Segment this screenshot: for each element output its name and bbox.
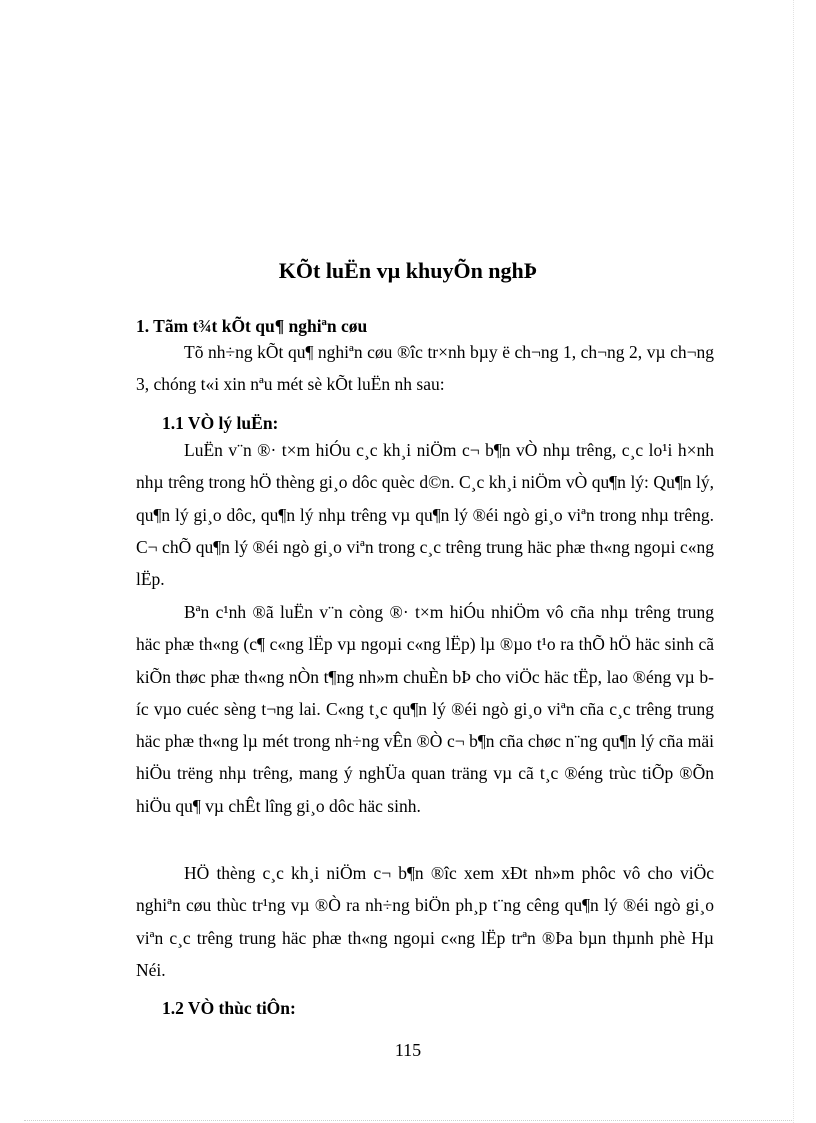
section-1-1-paragraph-1: LuËn v¨n ®· t×m hiÓu c¸c kh¸i niÖm c¬ b¶n vÒ nhµ trêng, c¸c lo¹i h×nh nhµ trêng trong hÖ thèng gi¸o dôc quèc d©n. C¸c kh¸i niÖm vÒ qu¶n lý: Qu¶n lý, qu¶n lý gi¸o dôc, qu¶n lý nhµ trêng vµ qu¶n lý ®éi ngò gi¸o viªn trong nhµ trêng. C¬ chÕ qu¶n lý ®éi ngò gi¸o viªn trong c¸c trêng trung häc phæ th«ng ngoµi c«ng lËp.: [136, 440, 714, 590]
page-title: KÕt luËn vµ khuyÕn nghÞ: [278, 258, 538, 283]
section-heading-1: 1. Tãm t¾t kÕt qu¶ nghiªn cøu: [136, 316, 368, 336]
section-heading-1-2: 1.2 VÒ thùc tiÔn:: [162, 998, 296, 1018]
section-1-1-paragraph-3: HÖ thèng c¸c kh¸i niÖm c¬ b¶n ®îc xem xÐt nh»m phôc vô cho viÖc nghiªn cøu thùc tr¹ng vµ ®Ò ra nh÷ng biÖn ph¸p t¨ng cêng qu¶n lý ®éi ngò gi¸o viªn c¸c trêng trung häc phæ th«ng ngoµi c«ng lËp trªn ®Þa bµn thµnh phè Hµ Néi.: [136, 863, 714, 980]
section-1-intro-paragraph: Tõ nh÷ng kÕt qu¶ nghiªn cøu ®îc tr×nh bµy ë ch¬ng 1, ch¬ng 2, vµ ch¬ng 3, chóng t«i xin nªu mét sè kÕt luËn nh sau:: [136, 342, 714, 395]
section-1-1-paragraph-2: Bªn c¹nh ®ã luËn v¨n còng ®· t×m hiÓu nhiÖm vô cña nhµ trêng trung häc phæ th«ng (c¶ c«ng lËp vµ ngoµi c«ng lËp) lµ ®µo t¹o ra thÕ hÖ häc sinh cã kiÕn thøc phæ th«ng nÒn t¶ng nh»m chuÈn bÞ cho viÖc häc tËp, lao ®éng vµ bíc vµo cuéc sèng t¬ng lai. C«ng t¸c qu¶n lý ®éi ngò gi¸o viªn cña c¸c trêng trung häc phæ th«ng lµ mét trong nh÷ng vÊn ®Ò c¬ b¶n cña chøc n¨ng qu¶n lý cña mäi hiÖu trëng nhµ trêng, mang ý nghÜa quan träng vµ cã t¸c ®éng trùc tiÕp ®Õn hiÖu qu¶ vµ chÊt lîng gi¸o dôc häc sinh.: [136, 602, 714, 816]
page-number: 115: [394, 1040, 422, 1060]
page-right-border: [793, 0, 794, 1123]
section-heading-1-1: 1.1 VÒ lý luËn:: [162, 413, 279, 433]
page-bottom-border: [24, 1120, 792, 1121]
